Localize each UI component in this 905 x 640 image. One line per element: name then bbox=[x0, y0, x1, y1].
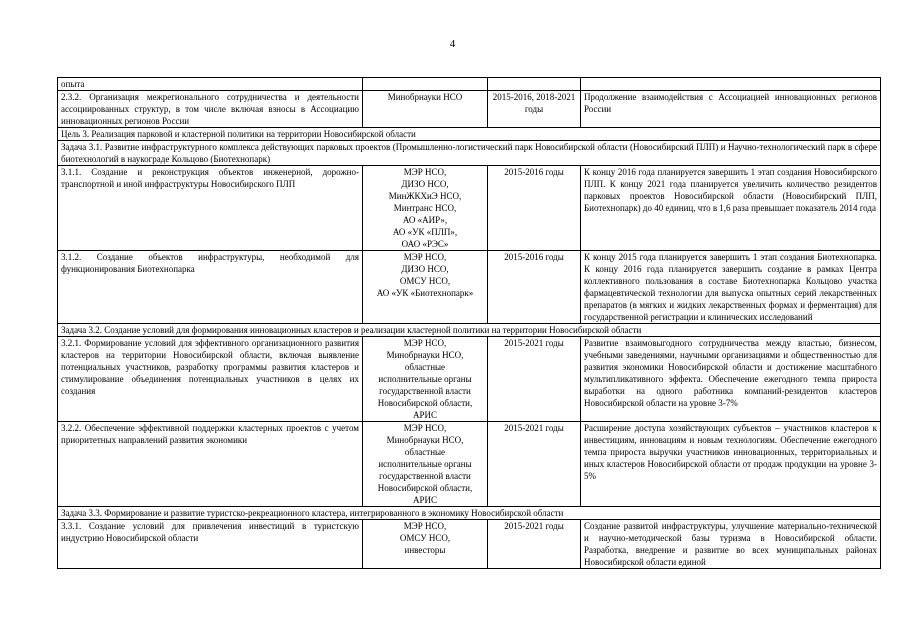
program-table bbox=[57, 77, 881, 569]
cell-result bbox=[581, 78, 881, 91]
cell-period: 2015-2021 годы bbox=[488, 520, 581, 569]
executor-line: ОМСУ НСО, bbox=[399, 276, 451, 286]
executor-line: Минтранс НСО, bbox=[393, 203, 457, 213]
executor-line: исполнительные органы bbox=[378, 374, 472, 384]
page-number: 4 bbox=[449, 38, 456, 50]
cell-result: К концу 2016 года планируется завершить 1 этап создания Новосибирского ПЛП. К концу 2021 года планируется увеличить количество резидентов парковых проектов Новосибирской области (Новосибирский ПЛП, Биотехнопарк) до 40 единиц, что в 1,6 раза превышает показатель 2014 года bbox=[581, 166, 881, 251]
executor-line: АРИС bbox=[412, 495, 437, 505]
task-heading: Задача 3.1. Развитие инфраструктурного комплекса действующих парковых проектов (Промышленно-логистический парк Новосибирской области (Новосибирский ПЛП) и Научно-технологический парк в сфере биотехнологий в наукограде Кольцово (Биотехнопарк) bbox=[58, 141, 881, 166]
cell-executors bbox=[363, 78, 488, 91]
executor-line: инвесторы bbox=[404, 545, 446, 555]
cell-period: 2015-2021 годы bbox=[488, 337, 581, 422]
executor-line: ОАО «РЭС» bbox=[401, 239, 449, 249]
executor-line: Минобрнауки НСО, bbox=[386, 350, 464, 360]
cell-executors bbox=[363, 166, 488, 251]
executor-line: МЭР НСО, bbox=[403, 423, 447, 433]
executor-line: АО «УК «ПЛП», bbox=[392, 227, 458, 237]
executor-line: АРИС bbox=[412, 410, 437, 420]
cell-result: К концу 2015 года планируется завершить 1 этап создания Биотехнопарка. К концу 2016 года планируется завершить создание в рамках Центра коллективного пользования в составе Биотехнопарка Кольцово участка фармацевтической технологии для выпуска опытных серий лекарственных препаратов (в мягких и жидких лекарственных формах и ферментация) для государственной регистрации и клинических исследований bbox=[581, 251, 881, 324]
cell-period: 2015-2016 годы bbox=[488, 251, 581, 324]
table-row bbox=[58, 337, 881, 422]
cell-activity: 2.3.2. Организация межрегионального сотрудничества и деятельности ассоциированных структур, в том числе включая взносы в Ассоциацию инновационных регионов России bbox=[58, 91, 363, 128]
table-row bbox=[58, 520, 881, 569]
cell-period bbox=[488, 78, 581, 91]
table-row bbox=[58, 78, 881, 91]
table-row bbox=[58, 251, 881, 324]
cell-executors bbox=[363, 337, 488, 422]
cell-result: Развитие взаимовыгодного сотрудничества между властью, бизнесом, учебными заведениями, научными организациями и общественностью для развития экономики Новосибирской области и достижение масштабного мультипликативного эффекта. Обеспечение ежегодного темпа прироста выработки на одного работника компаний-резидентов кластеров Новосибирской области на уровне 3-7% bbox=[581, 337, 881, 422]
cell-activity: 3.1.2. Создание объектов инфраструктуры, необходимой для функционирования Биотехнопарка bbox=[58, 251, 363, 324]
section-row bbox=[58, 324, 881, 337]
executor-line: МЭР НСО, bbox=[403, 167, 447, 177]
cell-executors: Минобрнауки НСО bbox=[363, 91, 488, 128]
cell-activity: 3.3.1. Создание условий для привлечения инвестиций в туристскую индустрию Новосибирской области bbox=[58, 520, 363, 569]
executor-line: ДИЗО НСО, bbox=[401, 179, 449, 189]
executor-line: областные bbox=[404, 362, 446, 372]
cell-executors bbox=[363, 251, 488, 324]
goal-heading: Цель 3. Реализация парковой и кластерной политики на территории Новосибирской области bbox=[58, 128, 881, 141]
cell-activity: опыта bbox=[58, 78, 363, 91]
cell-period: 2015-2021 годы bbox=[488, 422, 581, 507]
section-row bbox=[58, 141, 881, 166]
table-row bbox=[58, 422, 881, 507]
cell-activity: 3.2.2. Обеспечение эффективной поддержки кластерных проектов с учетом приоритетных направлений развития экономики bbox=[58, 422, 363, 507]
executor-line: государственной власти bbox=[379, 471, 471, 481]
executor-line: государственной власти bbox=[379, 386, 471, 396]
executor-line: МЭР НСО, bbox=[403, 252, 447, 262]
cell-activity: 3.2.1. Формирование условий для эффективного организационного развития кластеров на территории Новосибирской области, включая выявление потенциальных участников, разработку программы развития кластеров и стимулирование объединения потенциальных участников в целях их создания bbox=[58, 337, 363, 422]
executor-line: АО «АИР», bbox=[402, 215, 448, 225]
cell-period: 2015-2016, 2018-2021 годы bbox=[488, 91, 581, 128]
executor-line: Новосибирской области, bbox=[377, 483, 473, 493]
table-row bbox=[58, 91, 881, 128]
executor-line: МЭР НСО, bbox=[403, 521, 447, 531]
cell-executors bbox=[363, 520, 488, 569]
cell-period: 2015-2016 годы bbox=[488, 166, 581, 251]
cell-result: Создание развитой инфраструктуры, улучшение материально-технической и научно-методической базы туризма в Новосибирской области. Разработка, внедрение и развитие во всех муниципальных районах Новосибирской области единой bbox=[581, 520, 881, 569]
executor-line: МинЖКХиЭ НСО, bbox=[388, 191, 462, 201]
cell-result: Расширение доступа хозяйствующих субъектов – участников кластеров к инвестициям, инновациям и новым технологиям. Обеспечение ежегодного темпа прироста выручки участников инновационных, территориальных и иных кластеров Новосибирской области от продаж продукции на уровне 3-5% bbox=[581, 422, 881, 507]
executor-line: Новосибирской области, bbox=[377, 398, 473, 408]
table-row bbox=[58, 166, 881, 251]
executor-line: ДИЗО НСО, bbox=[401, 264, 449, 274]
executor-line: исполнительные органы bbox=[378, 459, 472, 469]
section-row bbox=[58, 128, 881, 141]
executor-line: МЭР НСО, bbox=[403, 338, 447, 348]
cell-activity: 3.1.1. Создание и реконструкция объектов инженерной, дорожно-транспортной и иной инфраструктуры Новосибирского ПЛП bbox=[58, 166, 363, 251]
executor-line: ОМСУ НСО, bbox=[399, 533, 451, 543]
task-heading: Задача 3.3. Формирование и развитие туристско-рекреационного кластера, интегрированного в экономику Новосибирской области bbox=[58, 507, 881, 520]
executor-line: областные bbox=[404, 447, 446, 457]
cell-result: Продолжение взаимодействия с Ассоциацией инновационных регионов России bbox=[581, 91, 881, 128]
executor-line: Минобрнауки НСО, bbox=[386, 435, 464, 445]
task-heading: Задача 3.2. Создание условий для формирования инновационных кластеров и реализации кластерной политики на территории Новосибирской области bbox=[58, 324, 881, 337]
executor-line: АО «УК «Биотехнопарк» bbox=[376, 288, 474, 298]
section-row bbox=[58, 507, 881, 520]
cell-executors bbox=[363, 422, 488, 507]
